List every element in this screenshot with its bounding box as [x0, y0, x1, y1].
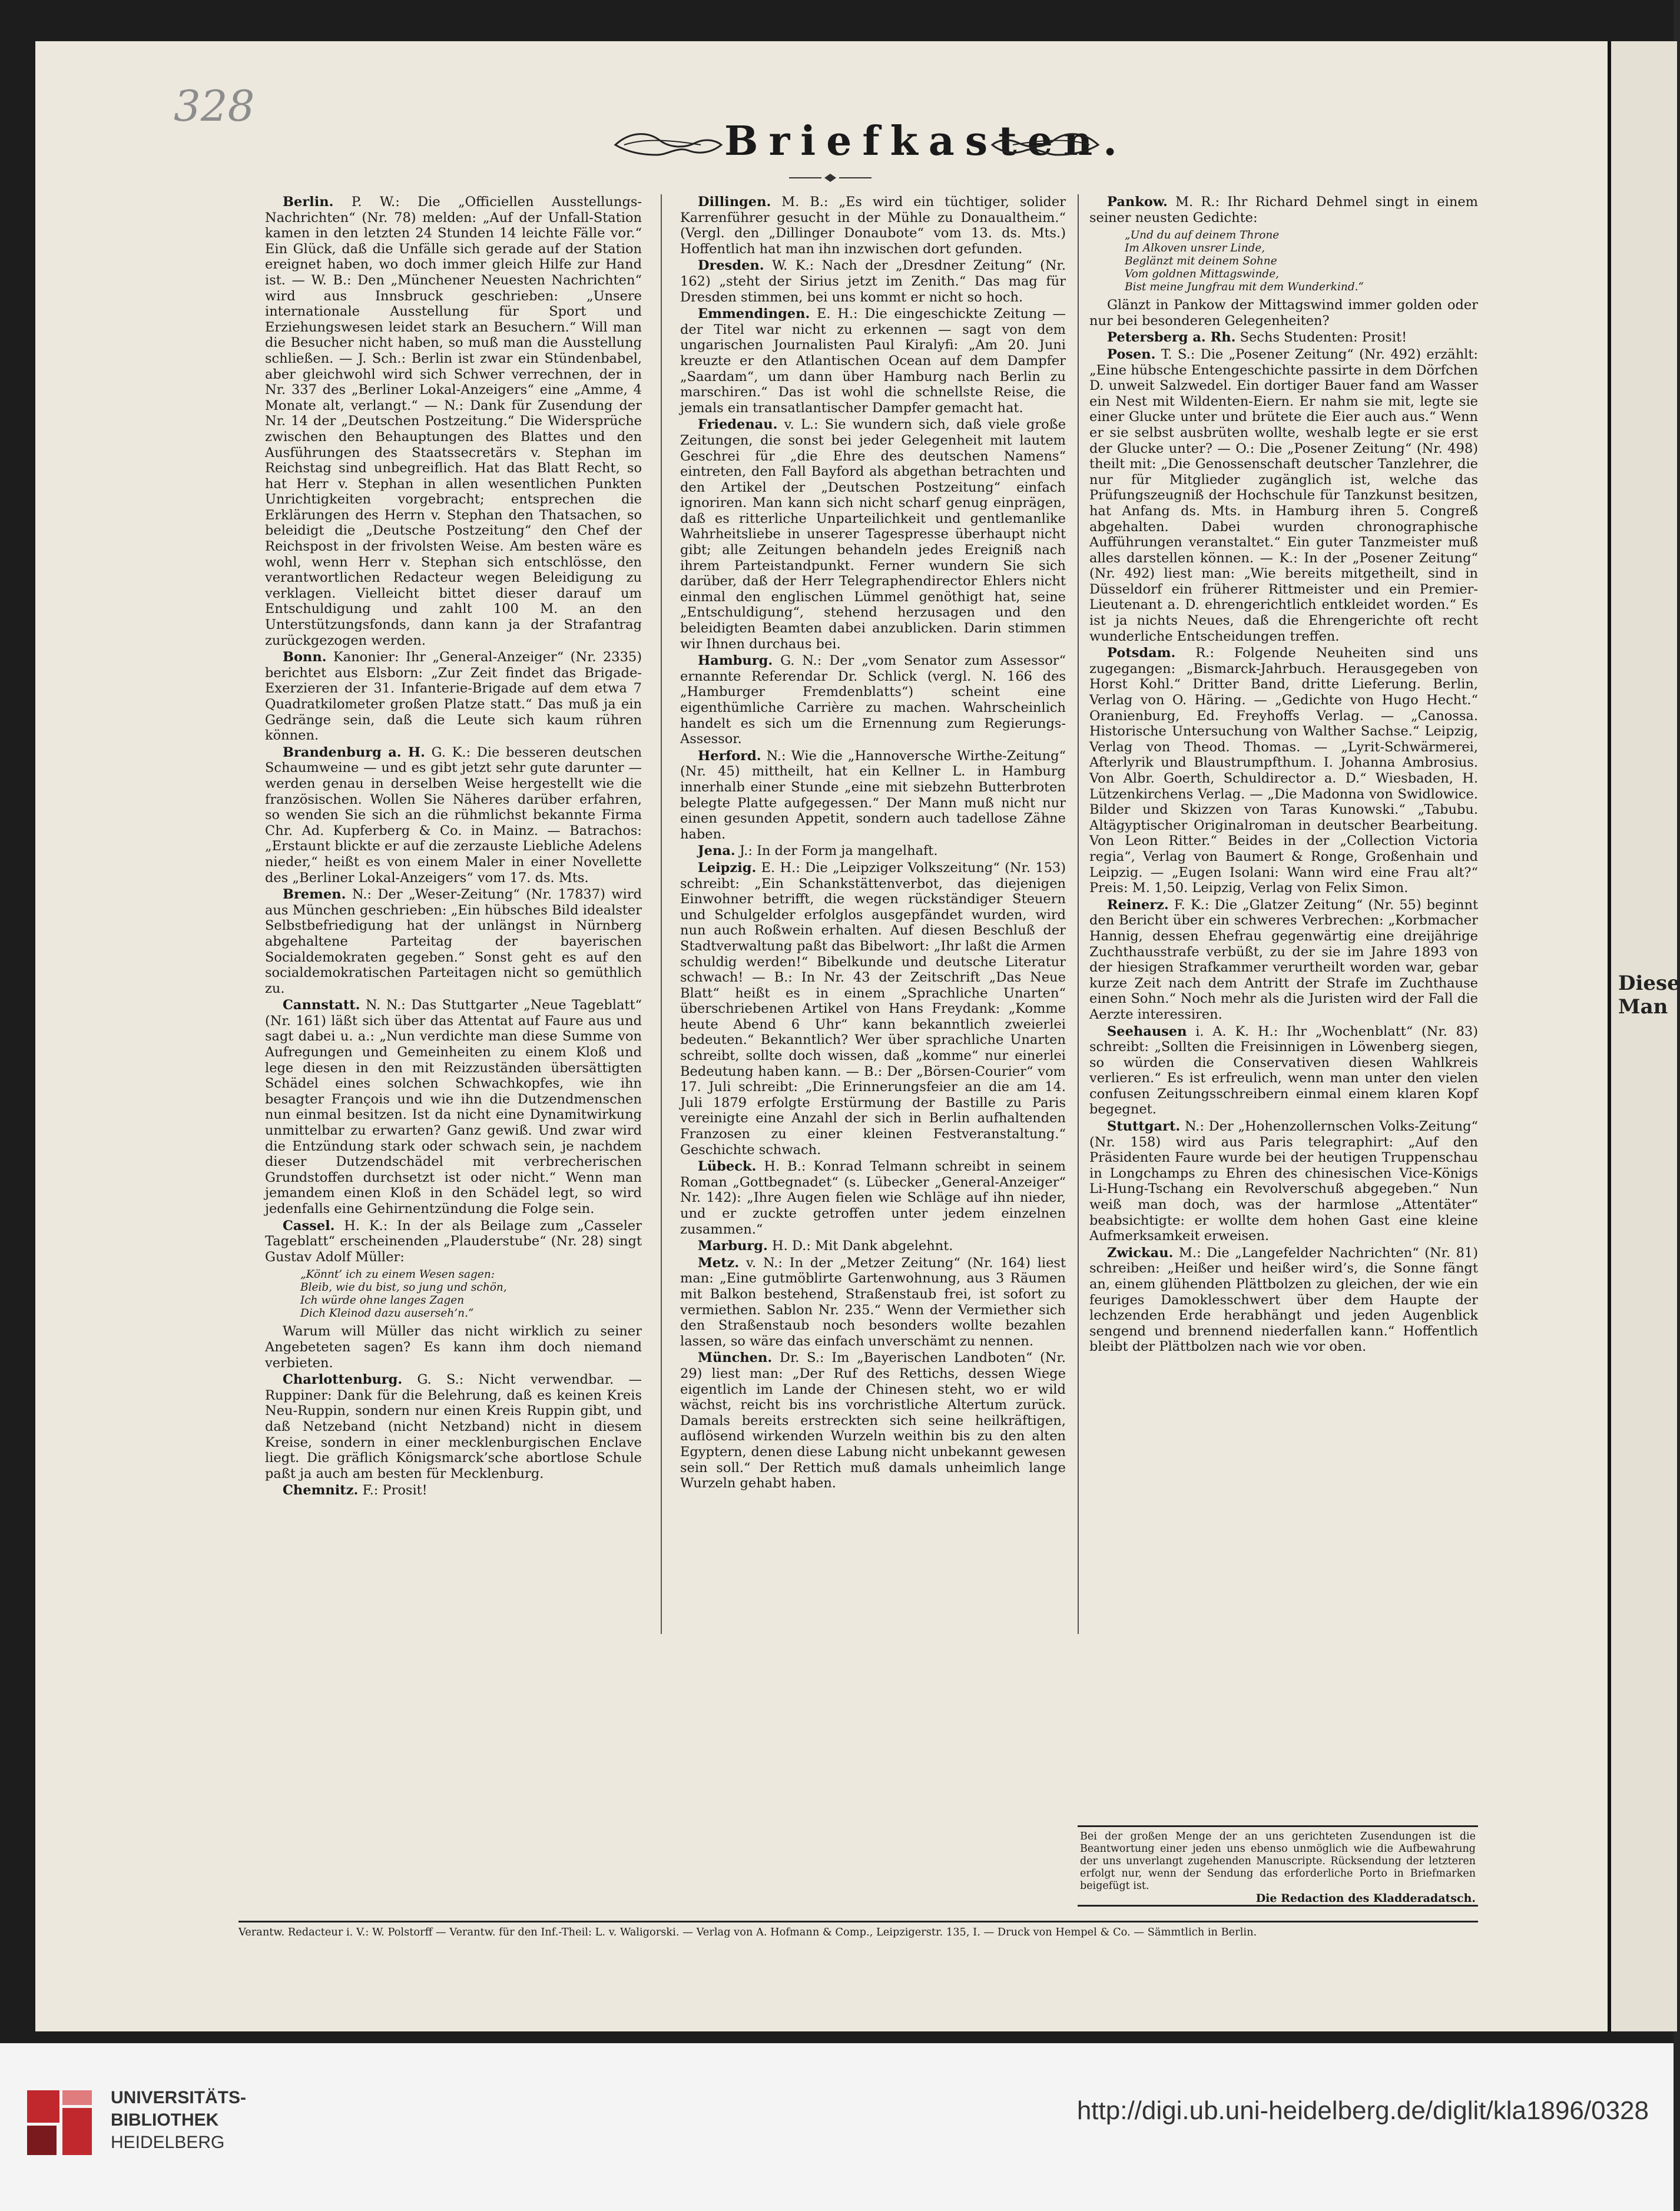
briefkasten-entry — [680, 258, 1066, 305]
entry-text: v. N.: In der „Metzer Zeitung“ (Nr. 164) liest man: „Eine gutmöblirte Gartenwohnung, aus 3 Räumen mit Balkon bestehend, Straßenstaub frei, ist sofort zu vermiethen. Sablon Nr. 235.“ Wenn der Vermiether sich den Straßenstaub noch besonders wollte bezahlen lassen, so wäre das einfach unverschämt zu nennen. — [680, 1255, 1066, 1349]
entry-place: München. — [698, 1350, 773, 1366]
entry-text: G. N.: Der „vom Senator zum Assessor“ ernannte Referendar Dr. Schlick (vergl. N. 166 des „Hamburger Fremdenblatts“) scheint eine eigenthümliche Carrière zu machen. Wahrscheinlich handelt es sich um die Ernennung zum Regierungs-Assessor. — [680, 653, 1066, 747]
briefkasten-entry — [680, 306, 1066, 416]
entry-text: R.: Folgende Neuheiten sind uns zugegangen: „Bismarck-Jahrbuch. Herausgegeben von Horst Kohl.“ Dritter Band, dritte Lieferung. Berlin, Verlag von O. Häring. — „Gedichte von Hugo Hecht.“ Oranienburg, Ed. Freyhoffs Verlag. — „Canossa. Historische Untersuchung von Walther Sachse.“ Leipzig, Verlag von Theod. Thomas. — „Lyrit-Schwärmerei, Afterlyrik und Blaustrumpfthum. I. Johanna Ambrosius. Von Albr. Goerth, Schuldirector a. D.“ Wiesbaden, H. Lützenkirchens Verlag. — „Die Madonna von Swidlowice. Bilder und Skizzen von Taras Kunowski.“ „Tabubu. Altägyptischer Originalroman in deutscher Bearbeitung. Von Leon Ritter.“ Beides in der „Collection Victoria regia“, Verlag von Baumert & Ronge, Großenhain und Leipzig. — „Eugen Isolani: Wann wird eine Frau alt?“ Preis: M. 1,50. Leipzig, Verlag von Felix Simon. — [1089, 645, 1479, 896]
briefkasten-entry — [1089, 1119, 1478, 1244]
briefkasten-entry — [1089, 347, 1478, 644]
briefkasten-entry — [680, 843, 1066, 859]
entry-place: Emmendingen. — [698, 306, 810, 322]
entry-place: Posen. — [1107, 346, 1156, 362]
entry-text: N.: Der „Hohenzollernschen Volks-Zeitung“ (Nr. 158) wird aus Paris telegraphirt: „Auf den Präsidenten Faure wurde bei der heutigen Truppenschau in Longchamps zu Ehren des chinesischen Vice-Königs Li-Hung-Tschang ein Revolverschuß abgegeben.“ Nun weiß man doch, was der harmlose „Attentäter“ beabsichtigte: er wollte dem hohen Gast eine kleine Aufmerksamkeit erweisen. — [1089, 1119, 1478, 1244]
entry-text: M.: Die „Langefelder Nachrichten“ (Nr. 81) schreiben: „Heißer und heißer wird’s, die Sonne fängt an, einem glühenden Plättbolzen zu gleichen, der wie ein feuriges Damoklesschwert über dem Haupte der lechzenden Erde herabhängt und jeden Augenblick sengend und brennend niederfallen kann.“ Hoffentlich bleibt der Plättbolzen nach wie vor oben. — [1089, 1245, 1478, 1355]
entry-place: Dillingen. — [698, 194, 771, 210]
entry-place: Leipzig. — [698, 860, 757, 876]
briefkasten-entry — [265, 887, 642, 996]
editorial-note-text: Bei der großen Menge der an uns gerichteten Zusendungen ist die Beantwortung einer jeden uns ebenso unmöglich wie die Aufbewahrung der uns unverlangt zugehenden Manuscripte. Rücksendung der letzteren erfolgt nur, wenn der Sendung das erforderliche Porto in Briefmarken beigefügt ist. — [1080, 1831, 1476, 1892]
entry-place: Seehausen — [1107, 1023, 1187, 1039]
entry-text: Dr. S.: Im „Bayerischen Landboten“ (Nr. 29) liest man: „Der Ruf des Rettichs, dessen Wiege eigentlich im Lande der Chinesen steht, wo er wild wächst, reicht bis ins vorchristliche Altertum zurück. Damals bereits erstreckten sich seine heilkräftigen, auflösend wirkenden Wurzeln weithin bis zu den alten Egyptern, denen diese Labung nicht unbekannt gewesen sein soll.“ Der Rettich muß damals unheimlich lange Wurzeln gehabt haben. — [680, 1350, 1066, 1491]
left-ornament-icon — [612, 128, 724, 161]
entry-text: N.: Wie die „Hannoversche Wirthe-Zeitung“ (Nr. 45) mittheilt, hat ein Kellner L. in Hamburg innerhalb einer Stunde „eine mit siebzehn Butterbroten belegte Platte aufgegessen.“ Der Mann muß nicht nur einen gesunden Appetit, sondern auch tadellose Zähne haben. — [680, 748, 1066, 842]
poem-line: „Könnt’ ich zu einem Wesen sagen: — [300, 1268, 495, 1281]
entry-text: F.: Prosit! — [362, 1483, 428, 1499]
entry-place: Jena. — [698, 843, 735, 859]
briefkasten-entry — [1089, 330, 1478, 346]
entry-place: Cassel. — [283, 1218, 335, 1234]
entry-place: Stuttgart. — [1107, 1119, 1181, 1135]
column-2 — [680, 194, 1066, 1493]
entry-place: Chemnitz. — [283, 1483, 359, 1499]
entry-place: Dresden. — [698, 258, 764, 274]
briefkasten-entry — [680, 653, 1066, 747]
briefkasten-entry — [265, 1324, 642, 1371]
poem-line: Dich Kleinod dazu auserseh’n.“ — [300, 1307, 474, 1320]
entry-text: Glänzt in Pankow der Mittagswind immer golden oder nur bei besonderen Gelegenheiten? — [1089, 297, 1478, 329]
entry-text: E. H.: Die „Leipziger Volkszeitung“ (Nr. 153) schreibt: „Ein Schankstättenverbot, das diejenigen Einwohner betrifft, die wegen rückständiger Steuern und Schulgelder erfolglos ausgepfändet wurden, wird nun auch Roßwein erhalten. Auf diesen Beschluß der Stadtverwaltung paßt das Bibelwort: „Ihr laßt die Armen schuldig werden!“ Bibelkunde und deutsche Literatur schwach! — B.: In Nr. 43 der Zeitschrift „Das Neue Blatt“ heißt es in einem „Sprachliche Unarten“ überschriebenen Artikel von Hans Freydank: „Komme heute Abend 6 Uhr“ kann bekanntlich zweierlei bedeuten.“ Bekanntlich? Wer über sprachliche Unarten schreibt, sollte doch wissen, daß „komme“ nur einerlei Bedeutung haben kann. — B.: Der „Börsen-Courier“ vom 17. Juli schreibt: „Die Erinnerungsfeier an die am 14. Juli 1879 erfolgte Erstürmung der Bastille zu Paris vereinigte eine Anzahl der sich in Berlin aufhaltenden Franzosen zu einer kleinen Festveranstaltung.“ Geschichte schwach. — [680, 860, 1066, 1158]
briefkasten-entry — [1089, 297, 1478, 329]
poem-line: „Und du auf deinem Throne — [1125, 229, 1280, 242]
entry-text: H. K.: In der als Beilage zum „Casseler Tageblatt“ erscheinenden „Plauderstube“ (Nr. 28) singt Gustav Adolf Müller: — [265, 1218, 642, 1265]
poem-line: Vom goldnen Mittagswinde, — [1125, 268, 1280, 281]
briefkasten-entry — [1089, 1245, 1478, 1355]
briefkasten-entry — [265, 649, 642, 744]
briefkasten-entry — [680, 1159, 1066, 1237]
entry-text: M. B.: „Es wird ein tüchtiger, solider Karrenführer gesucht in der Mühle zu Donaualtheim.“ (Vergl. den „Dillinger Donaubote“ vom 13. ds. Mts.) Hoffentlich hat man ihn inzwischen dort gefunden. — [680, 194, 1066, 257]
briefkasten-entry — [680, 194, 1066, 257]
briefkasten-entry — [265, 194, 642, 648]
entry-place: Brandenburg a. H. — [283, 744, 426, 760]
briefkasten-entry — [1089, 194, 1478, 226]
entry-place: Lübeck. — [698, 1159, 757, 1175]
poem-quote — [1125, 229, 1478, 294]
handwritten-page-number: 328 — [174, 81, 255, 131]
entry-place: Cannstatt. — [283, 997, 360, 1013]
poem-line: Bist meine Jungfrau mit dem Wunderkind.“ — [1125, 281, 1364, 294]
entry-text: W. K.: Nach der „Dresdner Zeitung“ (Nr. 162) „steht der Sirius jetzt im Zenith.“ Das mag für Dresden stimmen, bei uns kommt er nicht so hoch. — [680, 258, 1066, 305]
entry-text: G. K.: Die besseren deutschen Schaumweine — und es gibt jetzt sehr gute darunter — werden genau in derselben Weise hergestellt wie die französischen. Wollen Sie Näheres darüber erfahren, so wenden Sie sich an die rühmlichst bekannte Firma Chr. Ad. Kupferberg & Co. in Mainz. — Batrachos: „Erstaunt blickte er auf die zerzauste Liebliche Adelens nieder,“ heißt es von einem Maler in einer Novellette des „Berliner Lokal-Anzeigers“ vom 17. ds. Mts. — [265, 744, 642, 886]
poem-line: Bleib, wie du bist, so jung und schön, — [300, 1281, 507, 1294]
briefkasten-entry — [265, 745, 642, 886]
university-name-line-2: BIBLIOTHEK — [111, 2110, 219, 2130]
entry-text: M. R.: Ihr Richard Dehmel singt in einem seiner neusten Gedichte: — [1089, 194, 1479, 226]
entry-text: v. L.: Sie wundern sich, daß viele große Zeitungen, die sonst bei jeder Gelegenheit mit lautem Geschrei für „die Ehre des deutschen Namens“ eintreten, den Fall Bayford als abgethan betrachten und den Artikel der „Deutschen Postzeitung“ einfach ignoriren. Man kann sich nicht scharf genug einprägen, daß es ritterliche Unparteilichkeit und gentlemanlike Wahrheitsliebe in unserer Tagespresse überhaupt nicht gibt; alle Zeitungen behandeln jedes Ereigniß nach ihrem Parteistandpunkt. Ferner wundern Sie sich darüber, daß der Herr Telegraphendirector Ehlers nicht einmal den englischen Lümmel genöthigt hat, seine „Entschuldigung“, stehend herzusagen und den beleidigten Beamten dabei anzublicken. Darin stimmen wir Ihnen durchaus bei. — [680, 417, 1066, 652]
right-ornament-icon — [989, 128, 1101, 161]
entry-text: H. D.: Mit Dank abgelehnt. — [772, 1238, 953, 1254]
briefkasten-entry — [265, 1483, 642, 1499]
entry-text: P. W.: Die „Officiellen Ausstellungs-Nachrichten“ (Nr. 78) melden: „Auf der Unfall-Station kamen in den letzten 24 Stunden 14 leichte Fälle vor.“ Ein Glück, daß die Unfälle sich gerade auf der Station ereignet haben, wo doch immer gleich Hilfe zur Hand ist. — W. B.: Den „Münchener Neuesten Nachrichten“ wird aus Innsbruck geschrieben: „Unsere internationale Ausstellung für Sport und Erziehungswesen leidet stark an Besuchern.“ Will man die Besucher nicht haben, so muß man die Ausstellung schließen. — J. Sch.: Berlin ist zwar ein Stündenbabel, aber gleichwohl wird sich Schwer verrechnen, der in Nr. 337 des „Berliner Lokal-Anzeigers“ eine „Amme, 4 Monate alt, verlangt.“ — N.: Dank für Zusendung der Nr. 14 der „Deutschen Postzeitung.“ Die Widersprüche zwischen den Behauptungen des Blattes und den Ausführungen des Staatssecretärs v. Stephan im Reichstag sind unbegreiflich. Hat das Blatt Recht, so hat Herr v. Stephan in allen wesentlichen Punkten Unrichtigkeiten vorgebracht; entsprechen die Erklärungen des Herrn v. Stephan den Thatsachen, so beleidigt die „Deutsche Postzeitung“ den Chef der Reichspost in der frivolsten Weise. Am besten wäre es wohl, wenn Herr v. Stephan sich entschlösse, den verantwortlichen Redacteur wegen Beleidigung zu verklagen. Vielleicht bittet dieser darauf um Entschuldigung und zahlt 100 M. an den Unterstützungsfonds, dann kann ja der Strafantrag zurückgezogen werden. — [265, 194, 642, 648]
next-page-edge — [1608, 41, 1680, 2031]
entry-place: Petersberg a. Rh. — [1107, 330, 1236, 346]
column-divider-1 — [661, 194, 662, 1634]
entry-place: Bonn. — [283, 649, 327, 665]
briefkasten-entry — [265, 1218, 642, 1265]
entry-place: Herford. — [698, 748, 761, 764]
masthead — [612, 118, 1128, 177]
briefkasten-entry — [680, 417, 1066, 652]
page-title: Briefkasten. — [724, 118, 1128, 165]
briefkasten-entry — [680, 860, 1066, 1158]
entry-place: Friedenau. — [698, 417, 778, 433]
footer-bar — [0, 2043, 1674, 2211]
university-name-line-3: HEIDELBERG — [111, 2133, 225, 2152]
divider-ornament-icon — [789, 172, 872, 184]
entry-place: Marburg. — [698, 1238, 768, 1254]
entry-place: Potsdam. — [1107, 645, 1176, 661]
column-3 — [1089, 194, 1478, 1356]
entry-text: H. B.: Konrad Telmann schreibt in seinem Roman „Gottbegnadet“ (s. Lübecker „General-Anzeiger“ Nr. 142): „Ihre Augen fielen wie Schläge auf ihn nieder, und er zuckte getroffen unter jedem einzelnen zusammen.“ — [680, 1159, 1066, 1237]
poem-line: Beglänzt mit deinem Sohne — [1125, 255, 1277, 268]
entry-text: F. K.: Die „Glatzer Zeitung“ (Nr. 55) beginnt den Bericht über ein schweres Verbrechen: „Korbmacher Hannig, dessen Ehefrau gegenwärtig eine dreijährige Zuchthausstrafe verbüßt, zu der sie im Jahre 1893 von der hiesigen Strafkammer verurtheilt worden war, gebar kurze Zeit nach dem Antritt der Strafe im Zuchthause einen Sohn.“ Noch mehr als die Juristen wird der Fall die Aerzte interessiren. — [1089, 897, 1478, 1022]
briefkasten-entry — [265, 997, 642, 1216]
university-name-line-1: UNIVERSITÄTS- — [111, 2088, 247, 2107]
poem-quote — [300, 1268, 642, 1320]
entry-text: Kanonier: Ihr „General-Anzeiger“ (Nr. 2335) berichtet aus Elsborn: „Zur Zeit findet das Brigade-Exerzieren der 31. Infanterie-Brigade auf dem etwa 7 Quadratkilometer großen Platze statt.“ Das muß ja ein Gedränge sein, daß die Leute sich kaum rühren können. — [265, 649, 642, 744]
digitization-url-link[interactable]: http://digi.ub.uni-heidelberg.de/diglit/kla1896/0328 — [1076, 2096, 1649, 2125]
entry-place: Charlottenburg. — [283, 1372, 403, 1388]
briefkasten-entry — [680, 1255, 1066, 1350]
column-1 — [265, 194, 642, 1500]
next-page-edge-text-1: Diese — [1618, 972, 1680, 995]
entry-text: Warum will Müller das nicht wirklich zu seiner Angebeteten sagen? Es kann ihm doch niemand verbieten. — [265, 1324, 642, 1371]
editorial-signature: Die Redaction des Kladderadatsch. — [1255, 1892, 1476, 1905]
entry-text: N.: Der „Weser-Zeitung“ (Nr. 17837) wird aus München geschrieben: „Ein hübsches Bild idealster Selbstbefriedigung hat der unlängst in Nürnberg abgehaltene Parteitag der bayerischen Socialdemokraten gegeben.“ Sonst geht es auf den socialdemokratischen Parteitagen nicht so gemüthlich zu. — [265, 887, 642, 996]
poem-line: Im Alkoven unsrer Linde, — [1125, 242, 1265, 255]
entry-text: T. S.: Die „Posener Zeitung“ (Nr. 492) erzählt: „Eine hübsche Entengeschichte passirte in dem Dörfchen D. unweit Salzwedel. Ein dortiger Bauer fand am Wasser ein Nest mit Wildenten-Eiern. Er nahm sie mit, legte sie einer Glucke unter und brütete die Eier auch aus.“ Wenn er sie selbst ausbrüten wollte, weshalb legte er sie erst der Glucke unter? — O.: Die „Posener Zeitung“ (Nr. 498) theilt mit: „Die Genossenschaft deutscher Tanzlehrer, die nur für Mitglieder zugänglich ist, welche das Prüfungszeugniß der Hochschule für Tanzkunst besitzen, hat Anfang ds. Mts. in Hamburg ihren 5. Congreß abgehalten. Dabei wurden chronographische Aufführungen veranstaltet.“ Ein guter Tanzmeister muß alles darstellen können. — K.: In der „Posener Zeitung“ (Nr. 492) liest man: „Wie bereits mitgetheilt, sind in Düsseldorf ein früherer Rittmeister und ein Premier-Lieutenant a. D. ehrengerichtlich entkleidet worden.“ Es ist ja nichts Neues, daß die Ehrengerichte oft recht wunderliche Entscheidungen treffen. — [1089, 346, 1479, 644]
entry-text: G. S.: Nicht verwendbar. — Ruppiner: Dank für die Belehrung, daß es keinen Kreis Neu-Ruppin, sondern nur einen Kreis Ruppin gibt, und daß Netzeband (nicht Netzband) nicht in diesem Kreise, sondern in einer mecklenburgischen Enclave liegt. Die gräflich Königsmarck’sche abortlose Schule paßt ja auch am besten für Mecklenburg. — [265, 1372, 642, 1481]
briefkasten-entry — [1089, 897, 1478, 1023]
entry-place: Pankow. — [1107, 194, 1168, 210]
briefkasten-entry — [265, 1372, 642, 1481]
entry-text: N. N.: Das Stuttgarter „Neue Tageblatt“ (Nr. 161) läßt sich über das Attentat auf Faure aus und sagt dabei u. a.: „Nun verdichte man diese Summe von Aufregungen und Gemeinheiten zu einem Kloß und lege diesen in den mit Reizzuständen übersättigten Schädel eines solchen Schwachkopfes, wie ihn besagter François und wie ihn die Dutzendmenschen nun einmal besitzen. Ist da nicht eine Dynamitwirkung unmittelbar zu erwarten? Ganz gewiß. Und zwar wird die Entzündung stark oder schwach sein, je nachdem dieser Dutzendschädel mit verbrecherischen Grundstoffen durchsetzt ist oder nicht.“ Wenn man jemandem einen Kloß in den Schädel legt, so wird jedenfalls eine Gehirnentzündung die Folge sein. — [265, 997, 642, 1216]
entry-text: J.: In der Form ja mangelhaft. — [739, 843, 938, 859]
entry-text: E. H.: Die eingeschickte Zeitung — der Titel war nicht zu erkennen — sagt von dem ungarischen Journalisten Paul Kiralyfi: „Am 20. Juni kreuzte er den Atlantischen Ocean auf dem Dampfer „Saardam“, um dann über Hamburg nach Berlin zu marschiren.“ Das ist wohl die schnellste Reise, die jemals ein transatlantischer Dampfer gemacht hat. — [680, 306, 1066, 416]
editorial-note — [1078, 1825, 1478, 1907]
entry-place: Reinerz. — [1107, 897, 1169, 913]
next-page-edge-text-2: Man — [1618, 995, 1668, 1019]
briefkasten-entry — [680, 748, 1066, 843]
poem-line: Ich würde ohne langes Zagen — [300, 1294, 465, 1307]
university-name — [111, 2087, 246, 2154]
briefkasten-entry — [680, 1238, 1066, 1254]
briefkasten-entry — [1089, 645, 1478, 896]
entry-place: Berlin. — [283, 194, 334, 210]
entry-place: Metz. — [698, 1255, 740, 1271]
entry-place: Bremen. — [283, 887, 346, 903]
column-divider-2 — [1078, 194, 1079, 1634]
briefkasten-entry — [680, 1350, 1066, 1491]
entry-text: Sechs Studenten: Prosit! — [1240, 330, 1407, 346]
university-logo-icon — [21, 2084, 98, 2161]
entry-text: i. A. K. H.: Ihr „Wochenblatt“ (Nr. 83) schreibt: „Sollten die Freisinnigen in Löwenberg siegen, so würden die Conservativen diesen Wahlkreis verlieren.“ Es ist erfreulich, wenn man unter den vielen confusen Zeitungsschreibern einmal einem klaren Kopf begegnet. — [1089, 1023, 1478, 1118]
entry-place: Hamburg. — [698, 653, 773, 669]
entry-place: Zwickau. — [1107, 1245, 1174, 1261]
imprint-line: Verantw. Redacteur i. V.: W. Polstorff — Verantw. für den Inf.-Theil: L. v. Waligorski. — Verlag von A. Hofmann & Comp., Leipzigerstr. 135, I. — Druck von Hempel & Co. — Sämmtlich in Berlin. — [238, 1921, 1478, 1946]
briefkasten-entry — [1089, 1024, 1478, 1118]
